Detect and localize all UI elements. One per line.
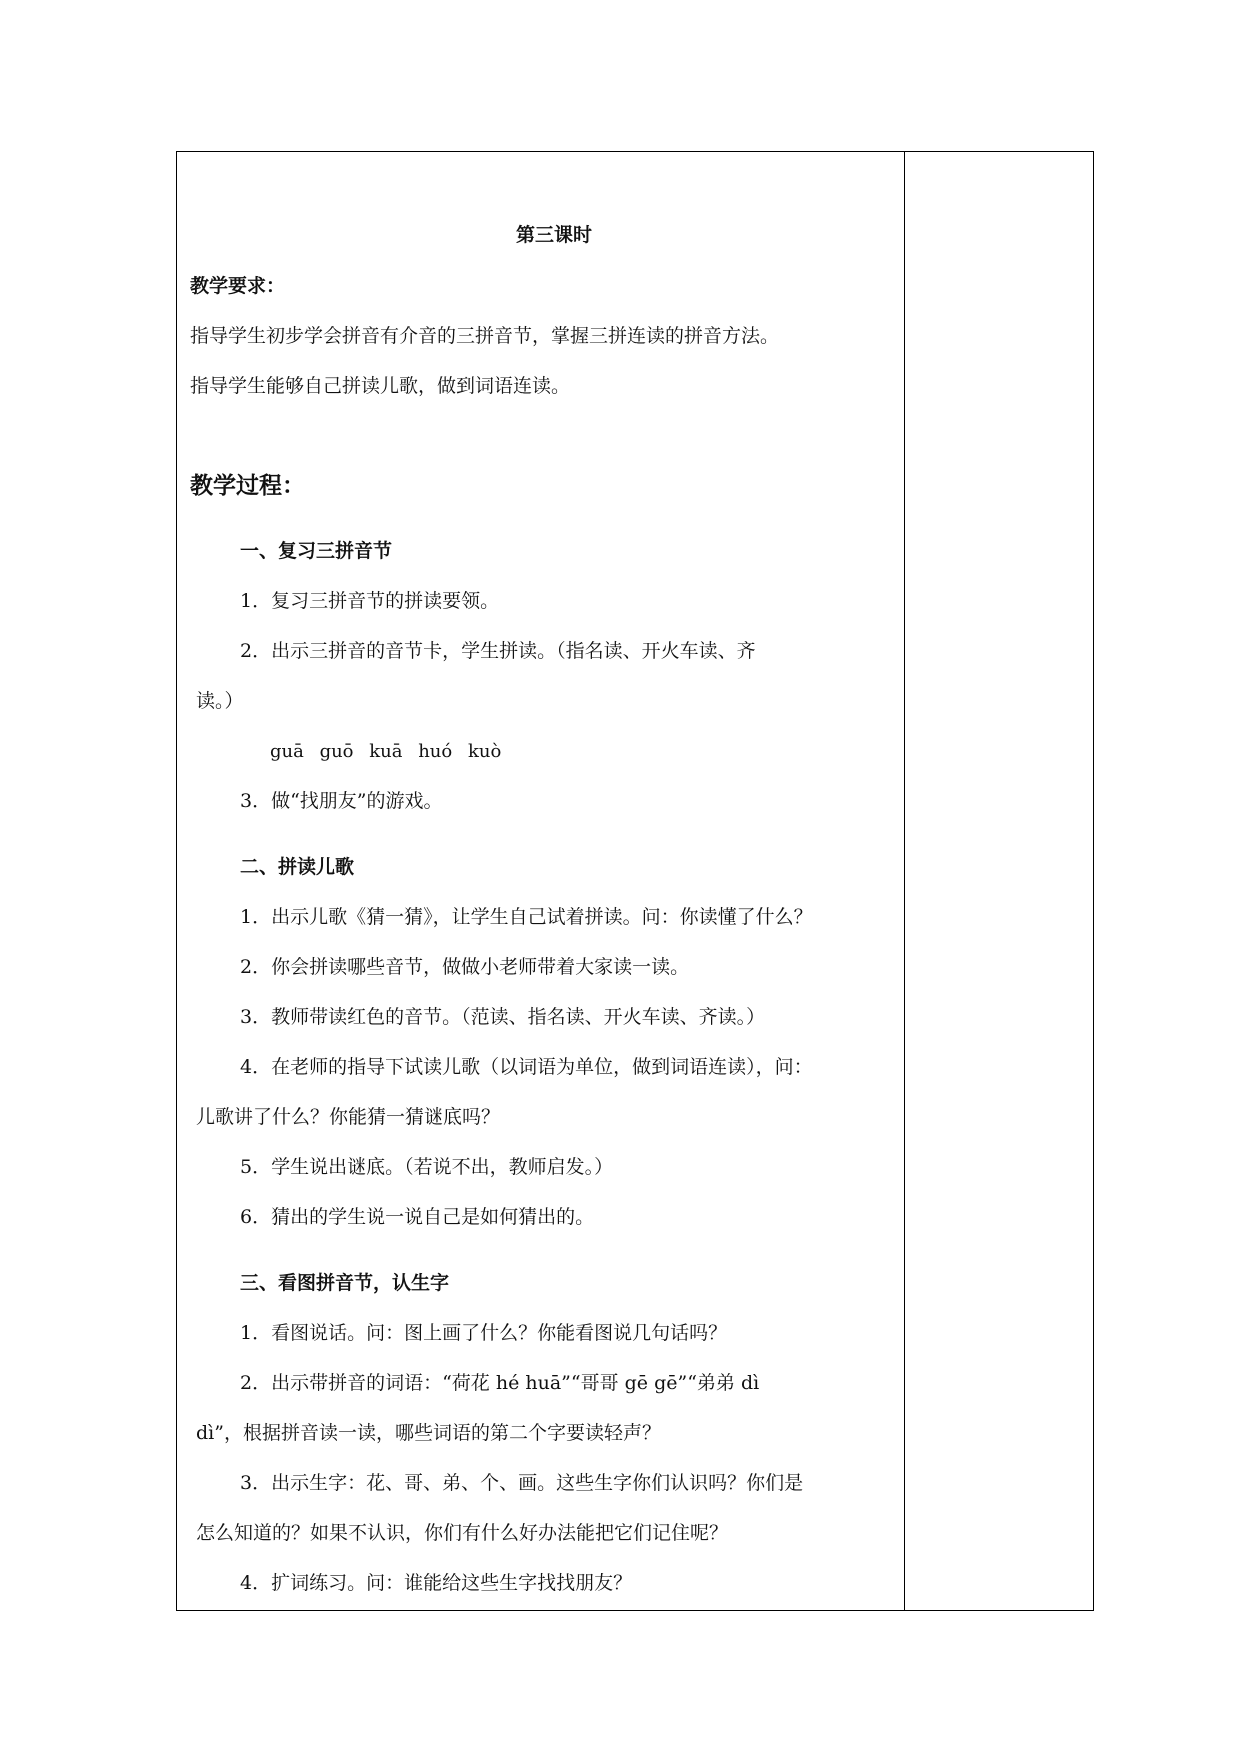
process-heading: 教学过程：	[190, 473, 305, 499]
list-item: 6．猜出的学生说一说自己是如何猜出的。	[240, 1206, 595, 1228]
lesson-table	[176, 151, 1094, 1611]
column-divider	[904, 152, 905, 1610]
list-item-continuation: dì”，根据拼音读一读，哪些词语的第二个字要读轻声？	[196, 1422, 661, 1444]
notes-column	[906, 152, 1093, 1610]
list-item: 1．看图说话。问：图上画了什么？你能看图说几句话吗？	[240, 1322, 728, 1344]
list-item: 4．扩词练习。问：谁能给这些生字找找朋友？	[240, 1572, 633, 1594]
list-item: 2．你会拼读哪些音节，做做小老师带着大家读一读。	[240, 956, 690, 978]
list-item: 2．出示带拼音的词语：“荷花 hé huā”“哥哥 gē gē”“弟弟 dì	[240, 1372, 760, 1394]
list-item: 1．出示儿歌《猜一猜》，让学生自己试着拼读。问：你读懂了什么？	[240, 906, 813, 928]
list-item-continuation: 儿歌讲了什么？你能猜一猜谜底吗？	[196, 1106, 501, 1128]
section-heading: 三、看图拼音节，认生字	[240, 1272, 450, 1294]
list-item: 1．复习三拼音节的拼读要领。	[240, 590, 500, 612]
list-item: 3．教师带读红色的音节。（范读、指名读、开火车读、齐读。）	[240, 1006, 766, 1028]
list-item-continuation: 读。）	[196, 690, 244, 712]
requirement-item: 指导学生初步学会拼音有介音的三拼音节，掌握三拼连读的拼音方法。	[190, 325, 780, 347]
list-item-continuation: 怎么知道的？如果不认识，你们有什么好办法能把它们记住呢？	[196, 1522, 729, 1544]
lesson-title: 第三课时	[516, 224, 593, 246]
list-item: 2．出示三拼音的音节卡，学生拼读。（指名读、开火车读、齐	[240, 640, 756, 662]
section-heading: 一、复习三拼音节	[240, 540, 393, 562]
requirement-item: 指导学生能够自己拼读儿歌，做到词语连读。	[190, 375, 571, 397]
list-item: 4．在老师的指导下试读儿歌（以词语为单位，做到词语连读），问：	[240, 1056, 813, 1078]
section-heading: 二、拼读儿歌	[240, 856, 355, 878]
pinyin-syllables: guā guō kuā huó kuò	[270, 741, 502, 762]
list-item: 3．做“找朋友”的游戏。	[240, 790, 443, 812]
requirements-heading: 教学要求：	[190, 275, 286, 297]
list-item: 3．出示生字：花、哥、弟、个、画。这些生字你们认识吗？你们是	[240, 1472, 804, 1494]
list-item: 5．学生说出谜底。（若说不出，教师启发。）	[240, 1156, 614, 1178]
